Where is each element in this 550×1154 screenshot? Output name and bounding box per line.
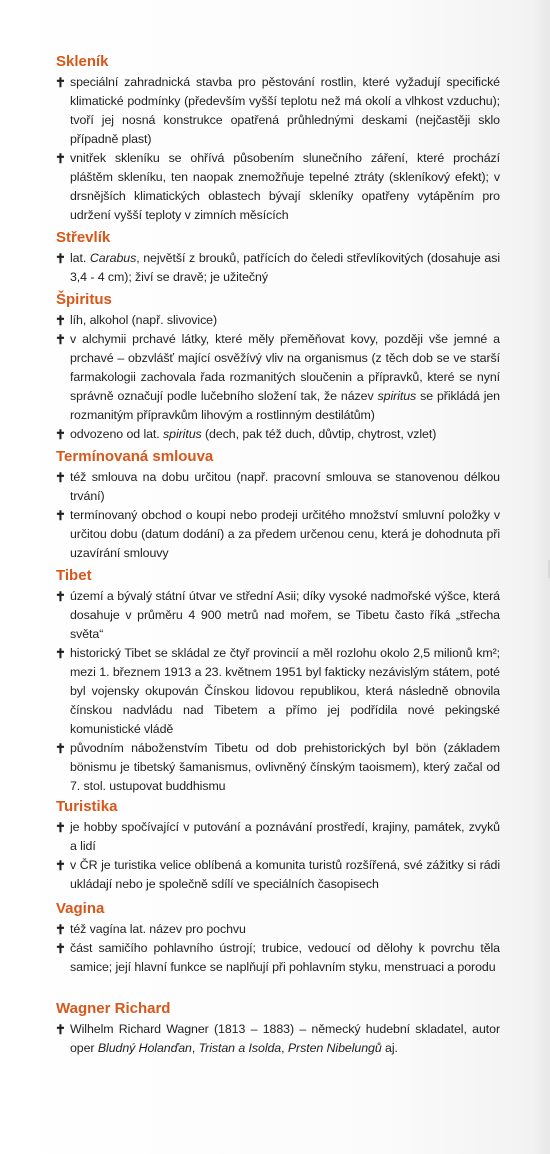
entry-item-text: odvozeno od lat. spiritus (dech, pak též duch, důvtip, chytrost, vzlet) (70, 427, 437, 441)
entry-term: Špiritus (56, 291, 112, 308)
entry-item (56, 311, 500, 330)
entry-item-text: část samičího pohlavního ústrojí; trubice, vedoucí od dělohy k povrchu těla samice; její hlavní funkce se naplňují při pohlavním styku, menstruaci a porodu (70, 941, 500, 974)
glossary-entry (56, 900, 500, 977)
cross-bullet-icon: ✝ (55, 941, 66, 956)
entry-item (56, 468, 500, 506)
entry-item-text: též smlouva na dobu určitou (např. pracovní smlouva se stanovenou délkou trvání) (70, 470, 500, 503)
entry-item (56, 739, 500, 796)
entry-item-text: též vagína lat. název pro pochvu (70, 922, 246, 936)
entry-item-text: termínovaný obchod o koupi nebo prodeji určitého množství smluvní položky v určitou dobu (datum dodání) a za předem určenou cenu, která je dohodnuta při uzavírání smlouvy (70, 508, 500, 560)
entry-term: Střevlík (56, 229, 111, 246)
cross-bullet-icon: ✝ (55, 508, 66, 523)
cross-bullet-icon: ✝ (55, 922, 66, 937)
glossary-entry (56, 448, 500, 563)
glossary-entry (56, 53, 500, 225)
entry-term: Turistika (56, 798, 118, 815)
cross-bullet-icon: ✝ (55, 741, 66, 756)
entry-item (56, 856, 500, 894)
entry-item-text: vnitřek skleníku se ohřívá působením slunečního záření, které prochází pláštěm skleníku, ten naopak znemožňuje tepelné ztráty (skleníkový efekt); v drsnějších klimatických oblastech bývají skleníky opatřeny vytápěním pro udržení vyšší teploty v zimních měsících (70, 151, 500, 222)
entry-item (56, 587, 500, 644)
entry-item-text: území a bývalý státní útvar ve střední Asii; díky vysoké nadmořské výšce, která dosahuje v průměru 4 900 metrů nad mořem, se Tibetu často říká „střecha světa“ (70, 589, 500, 641)
glossary-entry (56, 291, 500, 444)
cross-bullet-icon: ✝ (55, 858, 66, 873)
entry-item-text: v alchymii prchavé látky, které měly přeměňovat kovy, později vše jemné a prchavé – obzvlášť mající osvěžívý vliv na organismus (z těch dob se ve starší farmakologii zachovala řada rozmanitých sloučenin a přípravků, které se nyní správně označují podle lučebního složení tak, že název spiritus se přikládá jen rozmanitým přípravkům lihovým a rostlinným destilátům) (70, 332, 500, 422)
cross-bullet-icon: ✝ (55, 427, 66, 442)
entry-item (56, 506, 500, 563)
entry-item (56, 330, 500, 425)
cross-bullet-icon: ✝ (55, 332, 66, 347)
entry-item (56, 818, 500, 856)
entry-item-text: líh, alkohol (např. slivovice) (70, 313, 218, 327)
entry-term: Wagner Richard (56, 1000, 171, 1017)
entry-item (56, 644, 500, 739)
glossary-entry (56, 229, 500, 287)
entry-item-text: původním náboženstvím Tibetu od dob prehistorických byl bön (základem bönismu je tibetský šamanismus, ovlivněný čínským taoismem), který začal od 7. stol. ustupovat buddhismu (70, 741, 500, 793)
entry-item-text: Wilhelm Richard Wagner (1813 – 1883) – německý hudební skladatel, autor oper Bludný Holanďan, Tristan a Isolda, Prsten Nibelungů aj. (70, 1022, 500, 1055)
entry-item-text: je hobby spočívající v putování a poznávání prostředí, krajiny, památek, zvyků a lidí (70, 820, 500, 853)
entry-term: Termínovaná smlouva (56, 448, 214, 465)
entry-term: Skleník (56, 53, 109, 70)
cross-bullet-icon: ✝ (55, 646, 66, 661)
entry-item (56, 1020, 500, 1058)
glossary-entry (56, 798, 500, 894)
entry-item (56, 249, 500, 287)
cross-bullet-icon: ✝ (55, 1022, 66, 1037)
cross-bullet-icon: ✝ (55, 151, 66, 166)
cross-bullet-icon: ✝ (55, 313, 66, 328)
entry-item (56, 939, 500, 977)
entry-item (56, 73, 500, 149)
entry-item-text: lat. Carabus, největší z brouků, patřících do čeledi střevlíkovitých (dosahuje asi 3,4 - 4 cm); živí se dravě; je užitečný (70, 251, 500, 284)
cross-bullet-icon: ✝ (55, 470, 66, 485)
cross-bullet-icon: ✝ (55, 589, 66, 604)
entry-item-text: historický Tibet se skládal ze čtyř provincií a měl rozlohu okolo 2,5 milionů km²; mezi 1. březnem 1913 a 23. květnem 1951 byl fakticky nezávislým státem, poté byl vojensky okupován Čínskou lidovou republikou, která následně obnovila čínskou nadvládu nad Tibetem a přímo jej podřídila nové pekingské komunistické vládě (70, 646, 500, 736)
glossary-entry (56, 1000, 500, 1058)
entry-item-text: speciální zahradnická stavba pro pěstování rostlin, které vyžadují specifické klimatické podmínky (především vyšší teplotu než má okolí a vlhkost vzduchu); tvoří jej nosná konstrukce opatřená průhlednými deskami (nejčastěji sklo případně plast) (70, 75, 500, 146)
glossary-entry (56, 567, 500, 796)
entry-item (56, 920, 500, 939)
entry-item-text: v ČR je turistika velice oblíbená a komunita turistů rozšířená, své zážitky si rádi ukládají nebo je společně sdílí ve speciálních časopisech (70, 858, 500, 891)
entry-item (56, 425, 500, 444)
cross-bullet-icon: ✝ (55, 820, 66, 835)
entry-item (56, 149, 500, 225)
cross-bullet-icon: ✝ (55, 251, 66, 266)
entry-term: Tibet (56, 567, 92, 584)
entry-term: Vagina (56, 900, 105, 917)
cross-bullet-icon: ✝ (55, 75, 66, 90)
